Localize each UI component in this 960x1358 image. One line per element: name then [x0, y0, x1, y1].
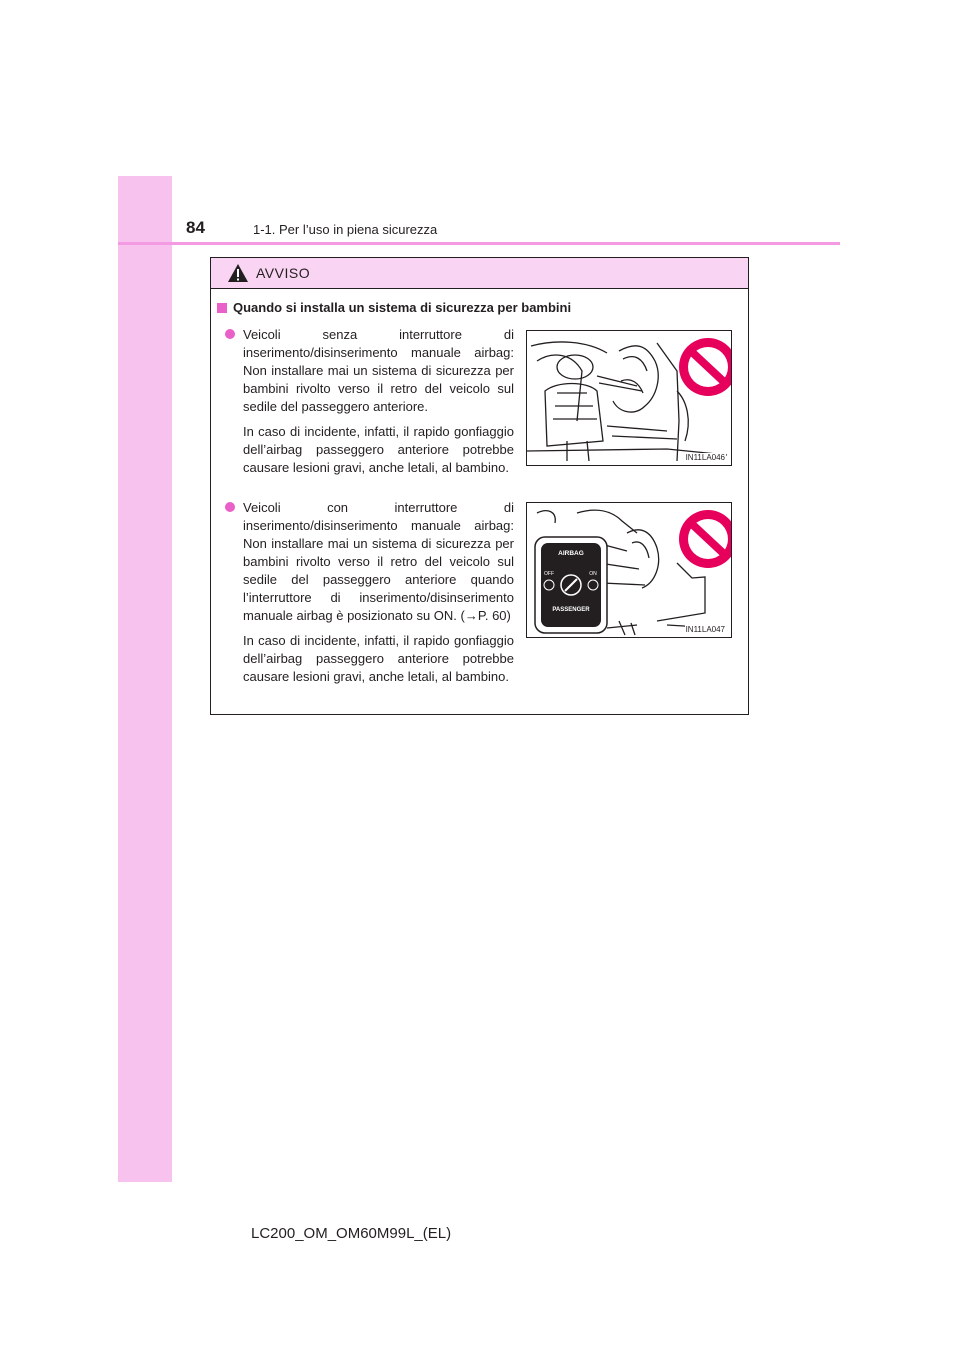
prohibition-icon: [679, 510, 731, 568]
footer-code: LC200_OM_OM60M99L_(EL): [251, 1225, 452, 1242]
dashboard-airbag-illustration: [527, 503, 731, 637]
warning-subheading: [217, 300, 571, 315]
prohibition-icon: [679, 338, 731, 396]
switch-label-on: ON: [589, 571, 597, 577]
airbag-switch-panel: [535, 537, 607, 633]
side-color-band: [118, 176, 172, 1182]
item-paragraph: In caso di incidente, infatti, il rapido gonfiaggio dell’airbag passeggero anteriore potrebbe causare lesioni gravi, anche letali, al bambino.: [243, 633, 514, 684]
header-rule: [118, 242, 840, 245]
illustration-passenger-seat: [526, 330, 732, 466]
car-interior-illustration: [527, 331, 731, 465]
warning-title: AVVISO: [256, 265, 311, 281]
warning-subheading-text: Quando si installa un sistema di sicurezza per bambini: [233, 300, 572, 315]
warning-item: [225, 326, 514, 484]
warning-item: [225, 499, 514, 693]
warning-header: [211, 258, 748, 289]
warning-triangle-icon: [227, 263, 249, 283]
round-bullet-icon: [225, 329, 235, 339]
item-paragraph: Veicoli senza interruttore di inserimento/disinserimento manuale airbag: Non installare mai un sistema di sicurezza per bambini rivolto verso il retro del veicolo sul sedile del passeggero anteriore.: [243, 327, 514, 414]
warning-box: [210, 257, 749, 715]
page-number: 84: [186, 218, 205, 237]
illustration-code: IN11LA047: [685, 625, 725, 634]
switch-label-bottom: PASSENGER: [552, 607, 590, 613]
switch-label-top: AIRBAG: [558, 550, 584, 557]
item-paragraph: Veicoli con interruttore di inserimento/disinserimento manuale airbag: Non installare mai un sistema di sicurezza per bambini rivolto verso il retro del veicolo sul sedile del passeggero anteriore quando l’interruttore di inserimento/disinserimento manuale airbag è posizionato su ON. (→P. 60): [243, 500, 514, 623]
illustration-code: IN11LA046: [685, 453, 725, 462]
illustration-airbag-switch: [526, 502, 732, 638]
section-title: 1-1. Per l’uso in piena sicurezza: [253, 222, 438, 237]
round-bullet-icon: [225, 502, 235, 512]
item-paragraph: In caso di incidente, infatti, il rapido gonfiaggio dell’airbag passeggero anteriore potrebbe causare lesioni gravi, anche letali, al bambino.: [243, 424, 514, 475]
square-bullet-icon: [217, 303, 227, 313]
switch-label-off: OFF: [544, 571, 554, 577]
